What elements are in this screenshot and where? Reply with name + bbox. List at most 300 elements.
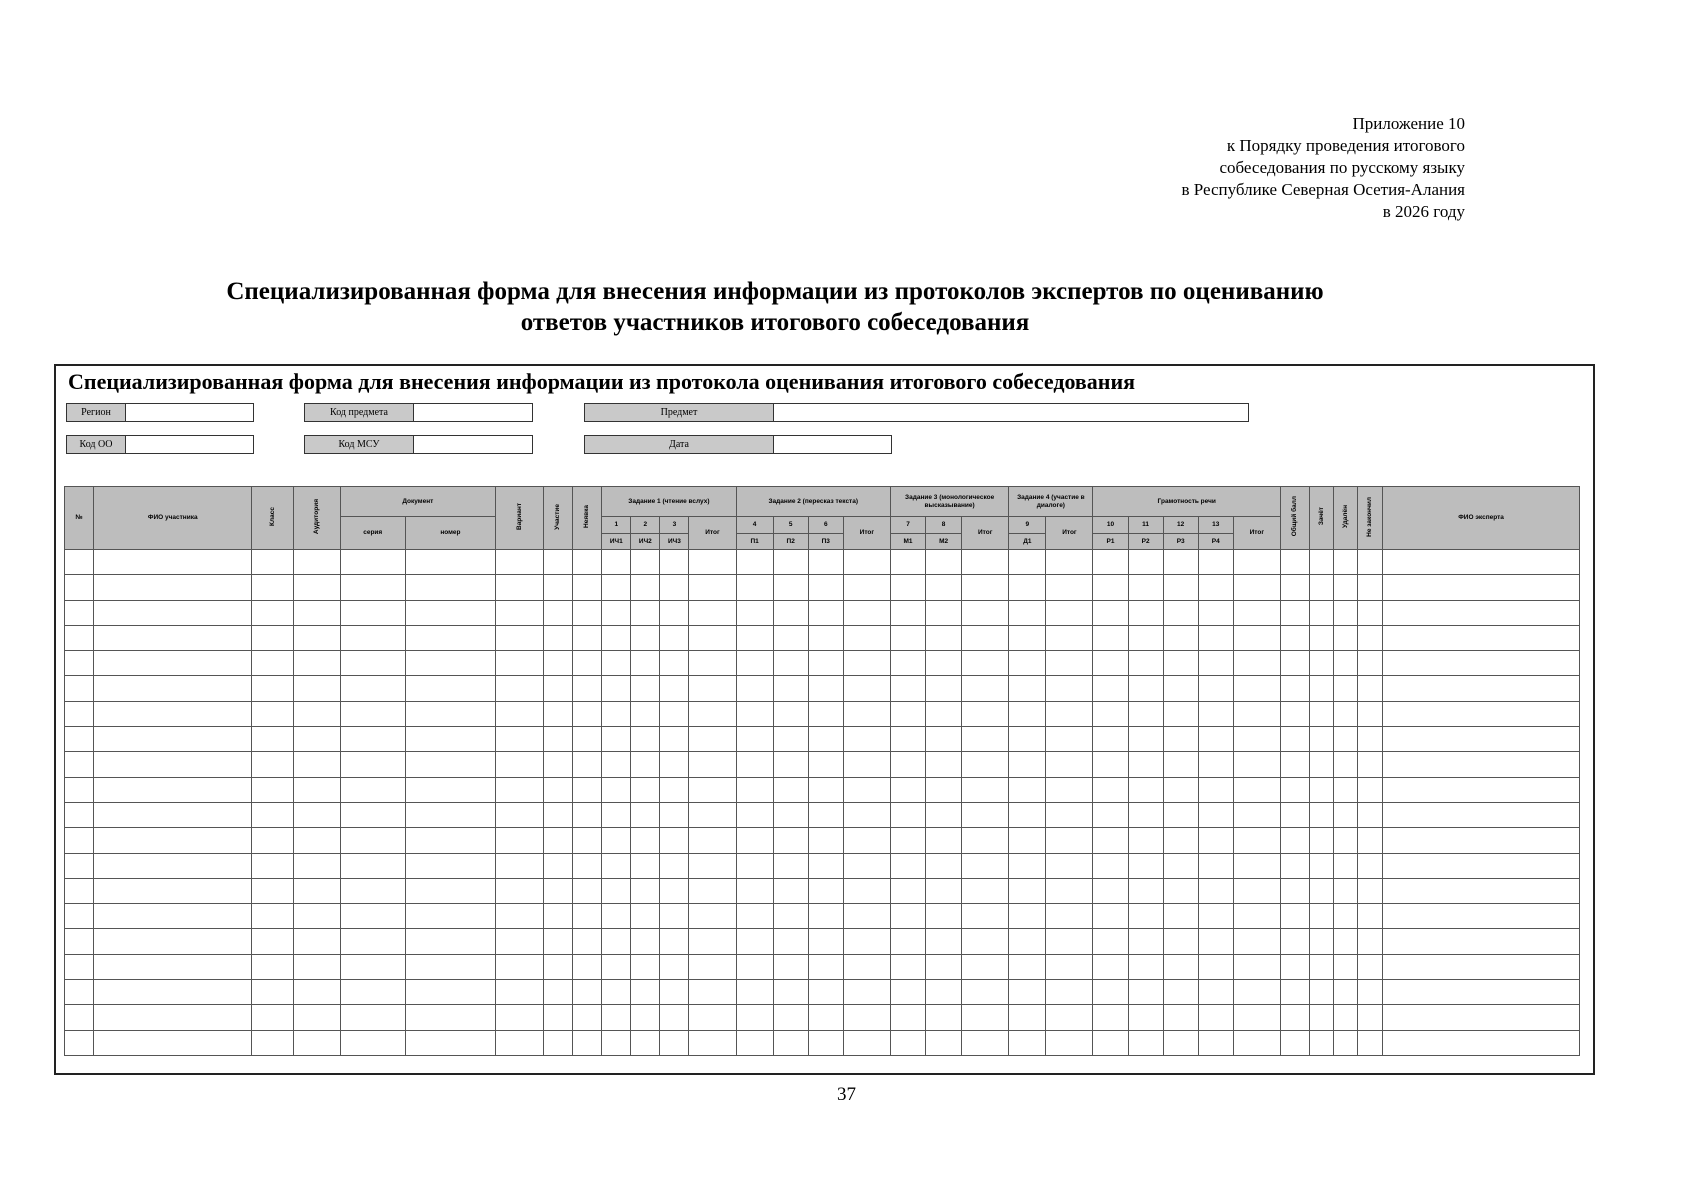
table-cell[interactable] bbox=[1383, 651, 1580, 676]
table-cell[interactable] bbox=[1310, 676, 1334, 701]
table-cell[interactable] bbox=[340, 777, 405, 802]
table-cell[interactable] bbox=[1280, 727, 1309, 752]
table-cell[interactable] bbox=[890, 954, 925, 979]
table-cell[interactable] bbox=[890, 777, 925, 802]
table-cell[interactable] bbox=[962, 853, 1009, 878]
table-cell[interactable] bbox=[736, 777, 773, 802]
table-cell[interactable] bbox=[773, 929, 808, 954]
table-cell[interactable] bbox=[1310, 802, 1334, 827]
table-cell[interactable] bbox=[1163, 777, 1198, 802]
table-cell[interactable] bbox=[573, 651, 602, 676]
table-cell[interactable] bbox=[926, 1030, 962, 1055]
table-cell[interactable] bbox=[1358, 929, 1383, 954]
table-cell[interactable] bbox=[1334, 802, 1358, 827]
table-cell[interactable] bbox=[340, 980, 405, 1005]
table-cell[interactable] bbox=[1383, 828, 1580, 853]
table-cell[interactable] bbox=[1198, 929, 1233, 954]
table-cell[interactable] bbox=[1093, 828, 1128, 853]
table-cell[interactable] bbox=[65, 904, 94, 929]
table-cell[interactable] bbox=[1310, 929, 1334, 954]
table-cell[interactable] bbox=[736, 853, 773, 878]
table-cell[interactable] bbox=[94, 1030, 252, 1055]
table-cell[interactable] bbox=[1358, 727, 1383, 752]
table-cell[interactable] bbox=[405, 853, 495, 878]
table-cell[interactable] bbox=[573, 853, 602, 878]
table-cell[interactable] bbox=[1280, 904, 1309, 929]
table-cell[interactable] bbox=[1009, 1030, 1046, 1055]
table-cell[interactable] bbox=[1334, 828, 1358, 853]
table-cell[interactable] bbox=[808, 777, 843, 802]
table-cell[interactable] bbox=[808, 550, 843, 575]
table-cell[interactable] bbox=[1093, 929, 1128, 954]
table-cell[interactable] bbox=[1280, 802, 1309, 827]
table-cell[interactable] bbox=[405, 1005, 495, 1030]
table-cell[interactable] bbox=[962, 828, 1009, 853]
table-cell[interactable] bbox=[890, 676, 925, 701]
table-cell[interactable] bbox=[660, 701, 689, 726]
table-cell[interactable] bbox=[1334, 727, 1358, 752]
table-cell[interactable] bbox=[340, 727, 405, 752]
table-cell[interactable] bbox=[773, 777, 808, 802]
table-cell[interactable] bbox=[689, 878, 736, 903]
msu-code-input[interactable] bbox=[414, 436, 532, 453]
oo-code-field[interactable] bbox=[66, 435, 254, 454]
table-cell[interactable] bbox=[405, 828, 495, 853]
table-cell[interactable] bbox=[962, 777, 1009, 802]
table-cell[interactable] bbox=[496, 752, 544, 777]
table-cell[interactable] bbox=[660, 625, 689, 650]
table-cell[interactable] bbox=[962, 550, 1009, 575]
table-cell[interactable] bbox=[1310, 550, 1334, 575]
table-cell[interactable] bbox=[1046, 828, 1093, 853]
table-cell[interactable] bbox=[660, 802, 689, 827]
table-cell[interactable] bbox=[1334, 651, 1358, 676]
table-cell[interactable] bbox=[660, 853, 689, 878]
table-cell[interactable] bbox=[293, 550, 340, 575]
table-cell[interactable] bbox=[773, 1005, 808, 1030]
table-cell[interactable] bbox=[340, 575, 405, 600]
table-cell[interactable] bbox=[736, 676, 773, 701]
table-cell[interactable] bbox=[1093, 1030, 1128, 1055]
table-cell[interactable] bbox=[340, 904, 405, 929]
table-cell[interactable] bbox=[252, 1030, 293, 1055]
table-cell[interactable] bbox=[736, 550, 773, 575]
table-cell[interactable] bbox=[1128, 1005, 1163, 1030]
table-cell[interactable] bbox=[1280, 1005, 1309, 1030]
table-cell[interactable] bbox=[573, 802, 602, 827]
table-cell[interactable] bbox=[631, 727, 660, 752]
table-cell[interactable] bbox=[1009, 550, 1046, 575]
table-cell[interactable] bbox=[293, 777, 340, 802]
table-cell[interactable] bbox=[736, 651, 773, 676]
table-cell[interactable] bbox=[65, 1030, 94, 1055]
table-cell[interactable] bbox=[1046, 550, 1093, 575]
table-cell[interactable] bbox=[1198, 980, 1233, 1005]
table-cell[interactable] bbox=[1128, 651, 1163, 676]
table-cell[interactable] bbox=[94, 550, 252, 575]
table-cell[interactable] bbox=[94, 853, 252, 878]
table-cell[interactable] bbox=[602, 575, 631, 600]
table-cell[interactable] bbox=[94, 752, 252, 777]
table-cell[interactable] bbox=[962, 575, 1009, 600]
table-cell[interactable] bbox=[65, 651, 94, 676]
table-cell[interactable] bbox=[1310, 625, 1334, 650]
table-cell[interactable] bbox=[1358, 651, 1383, 676]
table-cell[interactable] bbox=[602, 550, 631, 575]
table-cell[interactable] bbox=[631, 929, 660, 954]
table-cell[interactable] bbox=[405, 600, 495, 625]
table-cell[interactable] bbox=[843, 853, 890, 878]
table-cell[interactable] bbox=[1383, 550, 1580, 575]
table-cell[interactable] bbox=[94, 625, 252, 650]
table-cell[interactable] bbox=[94, 954, 252, 979]
date-field[interactable] bbox=[584, 435, 892, 454]
table-cell[interactable] bbox=[1163, 752, 1198, 777]
table-cell[interactable] bbox=[660, 600, 689, 625]
table-cell[interactable] bbox=[843, 828, 890, 853]
table-cell[interactable] bbox=[405, 802, 495, 827]
table-cell[interactable] bbox=[1163, 802, 1198, 827]
table-cell[interactable] bbox=[544, 651, 573, 676]
table-cell[interactable] bbox=[1383, 1005, 1580, 1030]
table-cell[interactable] bbox=[1280, 878, 1309, 903]
table-cell[interactable] bbox=[1046, 954, 1093, 979]
table-cell[interactable] bbox=[405, 625, 495, 650]
table-cell[interactable] bbox=[1334, 878, 1358, 903]
table-cell[interactable] bbox=[1163, 853, 1198, 878]
table-cell[interactable] bbox=[496, 625, 544, 650]
table-cell[interactable] bbox=[689, 651, 736, 676]
table-cell[interactable] bbox=[1009, 904, 1046, 929]
table-cell[interactable] bbox=[773, 676, 808, 701]
table-cell[interactable] bbox=[660, 651, 689, 676]
table-cell[interactable] bbox=[808, 676, 843, 701]
table-cell[interactable] bbox=[1163, 980, 1198, 1005]
table-cell[interactable] bbox=[1128, 802, 1163, 827]
table-cell[interactable] bbox=[1009, 777, 1046, 802]
table-cell[interactable] bbox=[1046, 904, 1093, 929]
table-cell[interactable] bbox=[1310, 752, 1334, 777]
table-cell[interactable] bbox=[962, 954, 1009, 979]
table-cell[interactable] bbox=[926, 777, 962, 802]
table-cell[interactable] bbox=[544, 625, 573, 650]
table-cell[interactable] bbox=[1046, 600, 1093, 625]
table-cell[interactable] bbox=[1383, 600, 1580, 625]
table-cell[interactable] bbox=[1009, 701, 1046, 726]
table-cell[interactable] bbox=[890, 600, 925, 625]
table-cell[interactable] bbox=[1383, 802, 1580, 827]
table-cell[interactable] bbox=[293, 752, 340, 777]
table-cell[interactable] bbox=[1163, 651, 1198, 676]
table-cell[interactable] bbox=[94, 676, 252, 701]
msu-code-field[interactable] bbox=[304, 435, 533, 454]
table-cell[interactable] bbox=[1358, 701, 1383, 726]
table-cell[interactable] bbox=[1233, 802, 1280, 827]
table-cell[interactable] bbox=[631, 575, 660, 600]
table-cell[interactable] bbox=[94, 727, 252, 752]
table-cell[interactable] bbox=[890, 878, 925, 903]
table-cell[interactable] bbox=[631, 954, 660, 979]
table-cell[interactable] bbox=[890, 625, 925, 650]
table-cell[interactable] bbox=[843, 676, 890, 701]
table-cell[interactable] bbox=[496, 550, 544, 575]
table-cell[interactable] bbox=[496, 853, 544, 878]
table-cell[interactable] bbox=[1358, 676, 1383, 701]
table-cell[interactable] bbox=[252, 1005, 293, 1030]
table-cell[interactable] bbox=[544, 954, 573, 979]
table-cell[interactable] bbox=[1198, 676, 1233, 701]
table-cell[interactable] bbox=[1310, 878, 1334, 903]
table-cell[interactable] bbox=[293, 929, 340, 954]
table-cell[interactable] bbox=[1093, 752, 1128, 777]
table-cell[interactable] bbox=[405, 1030, 495, 1055]
table-cell[interactable] bbox=[496, 777, 544, 802]
table-cell[interactable] bbox=[1128, 954, 1163, 979]
table-cell[interactable] bbox=[1358, 980, 1383, 1005]
table-cell[interactable] bbox=[496, 651, 544, 676]
table-cell[interactable] bbox=[1310, 701, 1334, 726]
table-cell[interactable] bbox=[252, 904, 293, 929]
table-cell[interactable] bbox=[496, 701, 544, 726]
table-cell[interactable] bbox=[1163, 904, 1198, 929]
table-cell[interactable] bbox=[962, 1030, 1009, 1055]
table-cell[interactable] bbox=[631, 676, 660, 701]
table-cell[interactable] bbox=[1046, 676, 1093, 701]
table-cell[interactable] bbox=[1163, 550, 1198, 575]
table-cell[interactable] bbox=[293, 1030, 340, 1055]
table-cell[interactable] bbox=[843, 575, 890, 600]
table-cell[interactable] bbox=[926, 828, 962, 853]
table-cell[interactable] bbox=[926, 1005, 962, 1030]
table-cell[interactable] bbox=[602, 929, 631, 954]
table-cell[interactable] bbox=[1198, 954, 1233, 979]
table-cell[interactable] bbox=[573, 550, 602, 575]
table-cell[interactable] bbox=[65, 701, 94, 726]
table-cell[interactable] bbox=[1358, 878, 1383, 903]
table-cell[interactable] bbox=[1280, 575, 1309, 600]
table-cell[interactable] bbox=[736, 904, 773, 929]
table-cell[interactable] bbox=[602, 980, 631, 1005]
table-cell[interactable] bbox=[1334, 1030, 1358, 1055]
table-cell[interactable] bbox=[1334, 550, 1358, 575]
table-cell[interactable] bbox=[890, 701, 925, 726]
table-cell[interactable] bbox=[631, 777, 660, 802]
table-cell[interactable] bbox=[890, 802, 925, 827]
table-cell[interactable] bbox=[405, 929, 495, 954]
table-cell[interactable] bbox=[340, 929, 405, 954]
table-cell[interactable] bbox=[573, 600, 602, 625]
table-cell[interactable] bbox=[1233, 676, 1280, 701]
table-cell[interactable] bbox=[1233, 752, 1280, 777]
table-cell[interactable] bbox=[736, 828, 773, 853]
table-cell[interactable] bbox=[252, 828, 293, 853]
table-cell[interactable] bbox=[962, 625, 1009, 650]
table-cell[interactable] bbox=[926, 954, 962, 979]
table-cell[interactable] bbox=[252, 980, 293, 1005]
table-cell[interactable] bbox=[1128, 600, 1163, 625]
table-cell[interactable] bbox=[926, 929, 962, 954]
table-cell[interactable] bbox=[660, 929, 689, 954]
table-cell[interactable] bbox=[1383, 575, 1580, 600]
table-cell[interactable] bbox=[1128, 853, 1163, 878]
table-cell[interactable] bbox=[1046, 752, 1093, 777]
table-cell[interactable] bbox=[808, 980, 843, 1005]
table-cell[interactable] bbox=[602, 1030, 631, 1055]
table-cell[interactable] bbox=[405, 651, 495, 676]
table-cell[interactable] bbox=[405, 777, 495, 802]
table-cell[interactable] bbox=[808, 802, 843, 827]
table-cell[interactable] bbox=[496, 828, 544, 853]
table-cell[interactable] bbox=[926, 802, 962, 827]
table-cell[interactable] bbox=[293, 828, 340, 853]
table-cell[interactable] bbox=[293, 701, 340, 726]
table-cell[interactable] bbox=[962, 980, 1009, 1005]
table-cell[interactable] bbox=[773, 727, 808, 752]
table-cell[interactable] bbox=[890, 550, 925, 575]
table-cell[interactable] bbox=[843, 651, 890, 676]
oo-code-input[interactable] bbox=[126, 436, 253, 453]
table-cell[interactable] bbox=[573, 752, 602, 777]
table-cell[interactable] bbox=[1310, 777, 1334, 802]
table-cell[interactable] bbox=[773, 752, 808, 777]
table-cell[interactable] bbox=[293, 651, 340, 676]
table-cell[interactable] bbox=[65, 550, 94, 575]
table-cell[interactable] bbox=[1358, 904, 1383, 929]
table-cell[interactable] bbox=[1358, 1030, 1383, 1055]
table-cell[interactable] bbox=[962, 701, 1009, 726]
table-cell[interactable] bbox=[602, 752, 631, 777]
table-cell[interactable] bbox=[340, 1030, 405, 1055]
table-cell[interactable] bbox=[926, 878, 962, 903]
table-cell[interactable] bbox=[1009, 625, 1046, 650]
table-cell[interactable] bbox=[736, 954, 773, 979]
table-cell[interactable] bbox=[1093, 651, 1128, 676]
table-cell[interactable] bbox=[1128, 575, 1163, 600]
table-cell[interactable] bbox=[293, 802, 340, 827]
table-cell[interactable] bbox=[65, 600, 94, 625]
table-cell[interactable] bbox=[602, 651, 631, 676]
table-cell[interactable] bbox=[1358, 600, 1383, 625]
table-cell[interactable] bbox=[1383, 929, 1580, 954]
region-field[interactable] bbox=[66, 403, 254, 422]
table-cell[interactable] bbox=[340, 752, 405, 777]
table-cell[interactable] bbox=[1358, 777, 1383, 802]
table-cell[interactable] bbox=[573, 828, 602, 853]
table-cell[interactable] bbox=[1233, 878, 1280, 903]
table-cell[interactable] bbox=[631, 802, 660, 827]
table-cell[interactable] bbox=[94, 929, 252, 954]
table-cell[interactable] bbox=[843, 625, 890, 650]
table-cell[interactable] bbox=[1358, 853, 1383, 878]
table-cell[interactable] bbox=[773, 651, 808, 676]
table-cell[interactable] bbox=[293, 954, 340, 979]
table-cell[interactable] bbox=[1093, 727, 1128, 752]
table-cell[interactable] bbox=[405, 701, 495, 726]
table-cell[interactable] bbox=[631, 853, 660, 878]
table-cell[interactable] bbox=[544, 878, 573, 903]
table-cell[interactable] bbox=[1334, 600, 1358, 625]
table-cell[interactable] bbox=[736, 878, 773, 903]
subject-field[interactable] bbox=[584, 403, 1249, 422]
table-cell[interactable] bbox=[843, 600, 890, 625]
table-cell[interactable] bbox=[544, 575, 573, 600]
table-cell[interactable] bbox=[660, 727, 689, 752]
table-cell[interactable] bbox=[94, 828, 252, 853]
table-cell[interactable] bbox=[1046, 651, 1093, 676]
table-cell[interactable] bbox=[94, 777, 252, 802]
table-cell[interactable] bbox=[293, 575, 340, 600]
table-cell[interactable] bbox=[252, 651, 293, 676]
table-cell[interactable] bbox=[631, 1005, 660, 1030]
table-cell[interactable] bbox=[926, 676, 962, 701]
table-cell[interactable] bbox=[1383, 752, 1580, 777]
table-cell[interactable] bbox=[631, 828, 660, 853]
table-cell[interactable] bbox=[65, 727, 94, 752]
table-cell[interactable] bbox=[340, 600, 405, 625]
table-cell[interactable] bbox=[1383, 954, 1580, 979]
table-cell[interactable] bbox=[340, 1005, 405, 1030]
table-cell[interactable] bbox=[660, 954, 689, 979]
table-cell[interactable] bbox=[94, 651, 252, 676]
table-cell[interactable] bbox=[631, 600, 660, 625]
table-cell[interactable] bbox=[1358, 575, 1383, 600]
table-cell[interactable] bbox=[660, 1030, 689, 1055]
table-cell[interactable] bbox=[573, 980, 602, 1005]
table-cell[interactable] bbox=[65, 1005, 94, 1030]
table-cell[interactable] bbox=[573, 1030, 602, 1055]
table-cell[interactable] bbox=[405, 904, 495, 929]
table-cell[interactable] bbox=[1233, 575, 1280, 600]
table-cell[interactable] bbox=[1128, 1030, 1163, 1055]
table-cell[interactable] bbox=[689, 777, 736, 802]
table-cell[interactable] bbox=[843, 1005, 890, 1030]
table-cell[interactable] bbox=[808, 904, 843, 929]
table-cell[interactable] bbox=[544, 802, 573, 827]
table-cell[interactable] bbox=[890, 980, 925, 1005]
table-cell[interactable] bbox=[1198, 575, 1233, 600]
table-cell[interactable] bbox=[962, 929, 1009, 954]
table-cell[interactable] bbox=[1310, 980, 1334, 1005]
table-cell[interactable] bbox=[689, 600, 736, 625]
table-cell[interactable] bbox=[573, 878, 602, 903]
table-cell[interactable] bbox=[1310, 853, 1334, 878]
table-cell[interactable] bbox=[340, 676, 405, 701]
table-cell[interactable] bbox=[631, 651, 660, 676]
table-cell[interactable] bbox=[65, 802, 94, 827]
table-cell[interactable] bbox=[962, 752, 1009, 777]
table-cell[interactable] bbox=[544, 701, 573, 726]
table-cell[interactable] bbox=[962, 600, 1009, 625]
subject-code-input[interactable] bbox=[414, 404, 532, 421]
table-cell[interactable] bbox=[65, 929, 94, 954]
table-cell[interactable] bbox=[1198, 904, 1233, 929]
table-cell[interactable] bbox=[602, 777, 631, 802]
table-cell[interactable] bbox=[1233, 853, 1280, 878]
table-cell[interactable] bbox=[808, 701, 843, 726]
table-cell[interactable] bbox=[1198, 651, 1233, 676]
table-cell[interactable] bbox=[94, 980, 252, 1005]
table-cell[interactable] bbox=[962, 676, 1009, 701]
table-cell[interactable] bbox=[890, 575, 925, 600]
table-cell[interactable] bbox=[1233, 1005, 1280, 1030]
table-cell[interactable] bbox=[1358, 828, 1383, 853]
table-cell[interactable] bbox=[544, 727, 573, 752]
table-cell[interactable] bbox=[808, 575, 843, 600]
table-cell[interactable] bbox=[602, 600, 631, 625]
table-cell[interactable] bbox=[1280, 752, 1309, 777]
table-cell[interactable] bbox=[544, 550, 573, 575]
table-cell[interactable] bbox=[843, 752, 890, 777]
